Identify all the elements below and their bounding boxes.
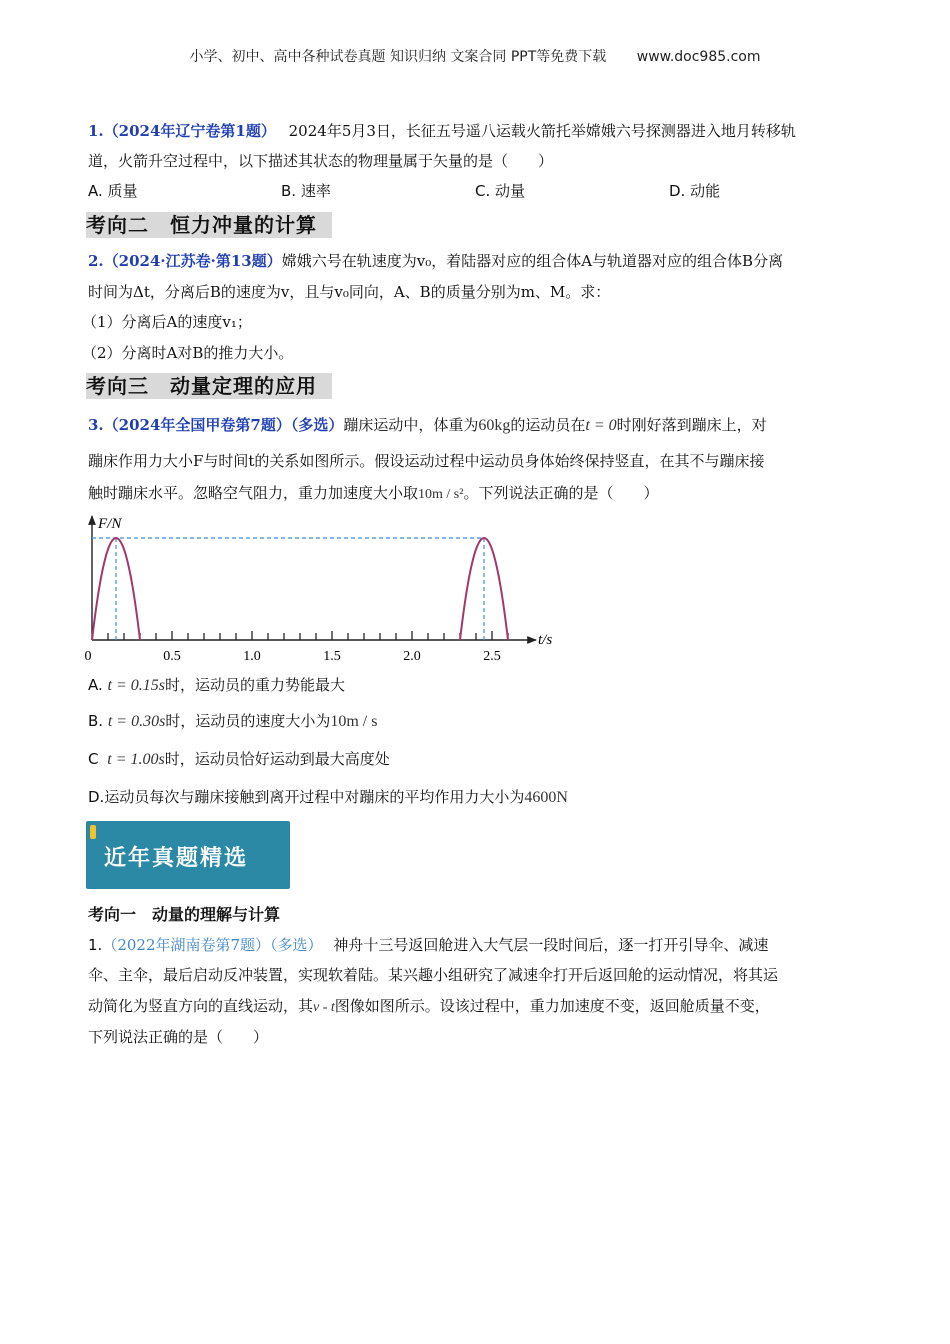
chart-series <box>92 538 508 640</box>
q4-line1 <box>88 934 768 956</box>
q4-num: 1. <box>88 936 103 954</box>
q3-option-c-label: C <box>88 750 99 768</box>
q4-text1: 神舟十三号返回舱进入大气层一段时间后，逐一打开引导伞、减速 <box>333 936 769 954</box>
q2-line1 <box>88 250 783 272</box>
q2-tag: 2.（2024·江苏卷·第13题） <box>88 252 282 270</box>
q3-tag: 3.（2024年全国甲卷第7题）（多选） <box>88 416 344 434</box>
q3-option-b-text: 时，运动员的速度大小为 <box>165 712 331 730</box>
q3-option-d-text: 运动员每次与蹦床接触到离开过程中对蹦床的平均作用力大小为 <box>104 788 525 806</box>
x-tick-label: 2.5 <box>483 649 501 664</box>
q2-sub1: （1）分离后A的速度v₁； <box>82 313 252 331</box>
section-title-4: 考向一 动量的理解与计算 <box>88 905 281 924</box>
q2-text1: 嫦娥六号在轨速度为v₀，着陆器对应的组合体A与轨道器对应的组合体B分离 <box>281 252 784 270</box>
chart-guides <box>92 538 484 640</box>
force-time-chart <box>78 508 568 668</box>
q3-option-d-math2: 4600N <box>524 789 568 806</box>
header-url[interactable]: www.doc985.com <box>636 49 761 65</box>
chart-tick-labels <box>85 649 501 664</box>
q4-text3b: 图像如图所示。设该过程中，重力加速度不变，返回舱质量不变， <box>334 997 770 1015</box>
x-tick-label: 1.0 <box>243 649 261 664</box>
q3-option-a-math: t = 0.15s <box>107 677 166 694</box>
q3-option-c-text: 时，运动员恰好运动到最大高度处 <box>164 750 390 768</box>
x-axis-label: t/s <box>538 632 553 648</box>
q3-mass: 60kg <box>478 417 511 434</box>
q3-t0: t = 0 <box>585 417 617 434</box>
q1-option-a[interactable]: A. 质量 <box>88 182 138 200</box>
q1-option-d[interactable]: D. 动能 <box>669 182 721 200</box>
q3-option-b[interactable] <box>88 710 377 733</box>
q3-option-c[interactable] <box>88 748 390 771</box>
q3-option-a[interactable] <box>88 674 345 697</box>
chart-ticks <box>108 631 508 640</box>
q3-option-a-label: A. <box>88 676 103 694</box>
q1-option-b[interactable]: B. 速率 <box>281 182 331 200</box>
q4-line4: 下列说法正确的是（ ） <box>88 1028 269 1046</box>
q4-vt: v - t <box>313 1000 335 1015</box>
q3-option-a-text: 时，运动员的重力势能最大 <box>165 676 346 694</box>
q3-line1 <box>88 414 767 437</box>
section-title-3: 考向三 动量定理的应用 <box>86 373 332 399</box>
q1-line1 <box>88 120 796 142</box>
y-axis-label: F/N <box>98 516 122 532</box>
q4-tag: （2022年湖南卷第7题）（多选） <box>102 936 323 954</box>
q2-sub2: （2）分离时A对B的推力大小。 <box>82 344 294 362</box>
q3-text3a: 触时蹦床水平。忽略空气阻力，重力加速度大小取 <box>88 484 419 502</box>
x-tick-label: 1.5 <box>323 649 341 664</box>
q1-tag: 1.（2024年辽宁卷第1题） <box>88 122 276 140</box>
banner-accent <box>90 825 96 839</box>
q3-option-b-label: B. <box>88 712 104 730</box>
q2-line2: 时间为Δt，分离后B的速度为v，且与v₀同向，A、B的质量分别为m、M。求： <box>88 283 611 301</box>
x-tick-label: 0 <box>84 649 92 664</box>
q1-line2: 道，火箭升空过程中，以下描述其状态的物理量属于矢量的是（ ） <box>88 152 554 170</box>
q3-option-c-math: t = 1.00s <box>107 751 165 768</box>
header-text: 小学、初中、高中各种试卷真题 知识归纳 文案合同 PPT等免费下载 <box>189 49 607 65</box>
q3-text1c: 时刚好落到蹦床上，对 <box>616 416 767 434</box>
x-tick-label: 0.5 <box>163 649 181 664</box>
q3-option-b-math2: 10m / s <box>330 713 378 730</box>
x-tick-label: 2.0 <box>403 649 421 664</box>
banner-title: 近年真题精选 <box>104 846 249 871</box>
q3-option-b-math: t = 0.30s <box>107 713 166 730</box>
q3-text1b: 的运动员在 <box>510 416 586 434</box>
q4-line3 <box>88 995 770 1019</box>
q3-option-d[interactable] <box>88 786 568 809</box>
q3-line3 <box>88 482 658 506</box>
q4-text3a: 动简化为竖直方向的直线运动，其 <box>88 997 314 1015</box>
page-header <box>0 46 950 66</box>
q1-option-c[interactable]: C. 动量 <box>475 182 526 200</box>
q3-g: 10m / s² <box>418 487 464 502</box>
q3-text3b: 。下列说法正确的是（ ） <box>463 484 659 502</box>
q1-text1: 2024年5月3日，长征五号遥八运载火箭托举嫦娥六号探测器进入地月转移轨 <box>288 122 796 140</box>
section-title-2: 考向二 恒力冲量的计算 <box>86 212 332 238</box>
q4-line2: 伞、主伞，最后启动反冲装置，实现软着陆。某兴趣小组研究了减速伞打开后返回舱的运动情况，将其运 <box>88 966 779 984</box>
q3-text1a: 蹦床运动中，体重为 <box>343 416 479 434</box>
section-banner <box>86 821 290 889</box>
q3-line2: 蹦床作用力大小F与时间t的关系如图所示。假设运动过程中运动员身体始终保持竖直，在其不与蹦床接 <box>88 452 765 470</box>
q3-option-d-label: D. <box>88 788 105 806</box>
